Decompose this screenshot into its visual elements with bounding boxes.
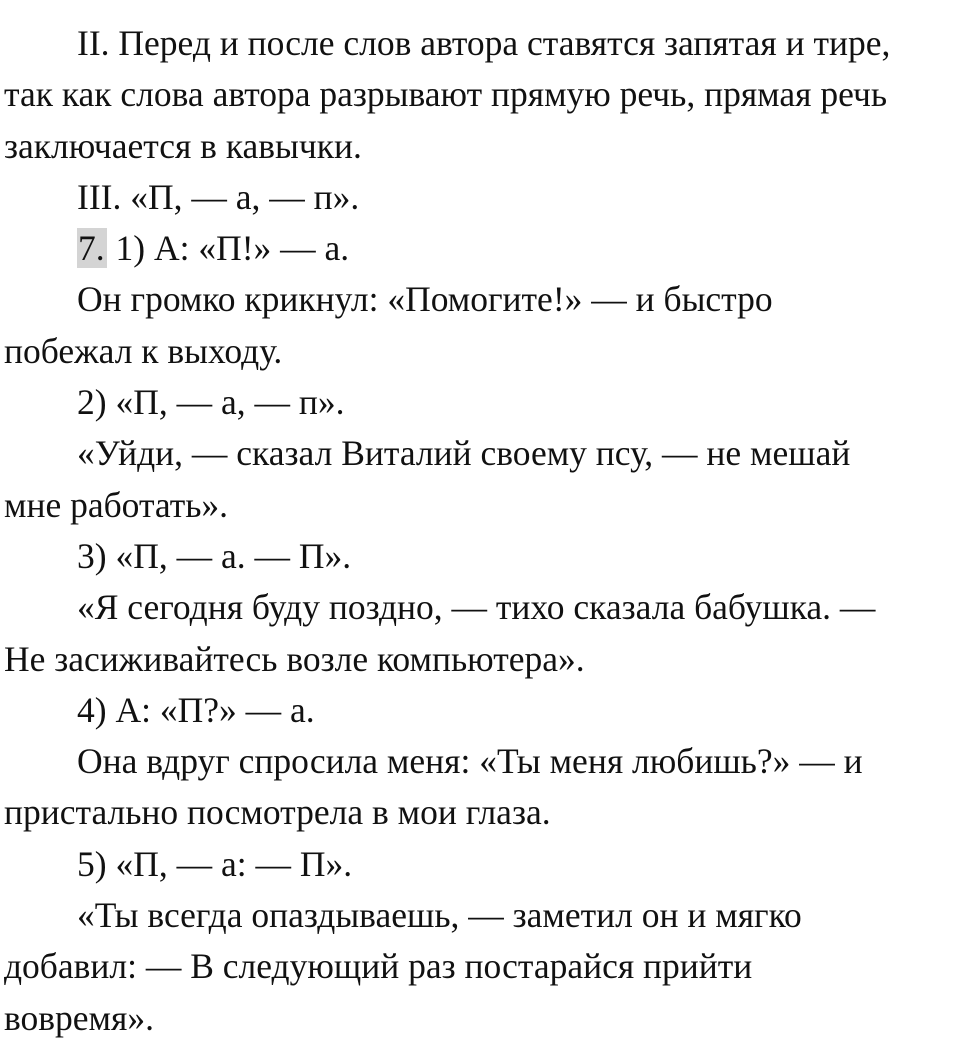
text-line: 2) «П, — а, — п». xyxy=(77,382,345,423)
text-line: II. Перед и после слов автора ставятся запятая и тире, xyxy=(77,23,891,63)
text-line: заключается в кавычки. xyxy=(4,125,362,166)
text-line: мне работать». xyxy=(4,484,229,525)
text-line: Она вдруг спросила меня: «Ты меня любишь?» — и xyxy=(77,741,863,782)
text-line: «Ты всегда опаздываешь, — заметил он и мягко xyxy=(77,895,802,936)
text-line: 4) А: «П?» — а. xyxy=(77,689,315,730)
text-line: вовремя». xyxy=(4,997,154,1038)
text-line: так как слова автора разрывают прямую речь, прямая речь xyxy=(4,74,888,115)
text-line: 5) «П, — а: — П». xyxy=(77,843,353,884)
text-line: добавил: — В следующий раз постарайся прийти xyxy=(4,946,753,987)
text-line: Он громко крикнул: «Помогите!» — и быстро xyxy=(77,279,773,320)
text-line: «Я сегодня буду поздно, — тихо сказала бабушка. — xyxy=(77,587,876,628)
text-line: пристально посмотрела в мои глаза. xyxy=(4,792,551,833)
text-line: III. «П, — а, — п». xyxy=(77,176,360,217)
text-line: побежал к выходу. xyxy=(4,330,283,371)
exercise-number: 7. xyxy=(78,228,105,269)
text-line: 3) «П, — а. — П». xyxy=(77,535,352,576)
text-line: Не засиживайтесь возле компьютера». xyxy=(4,638,585,679)
text-line: «Уйди, — сказал Виталий своему псу, — не мешай xyxy=(77,433,851,474)
text-line-content: 1) А: «П!» — а. xyxy=(106,228,350,269)
text-line xyxy=(4,223,960,274)
